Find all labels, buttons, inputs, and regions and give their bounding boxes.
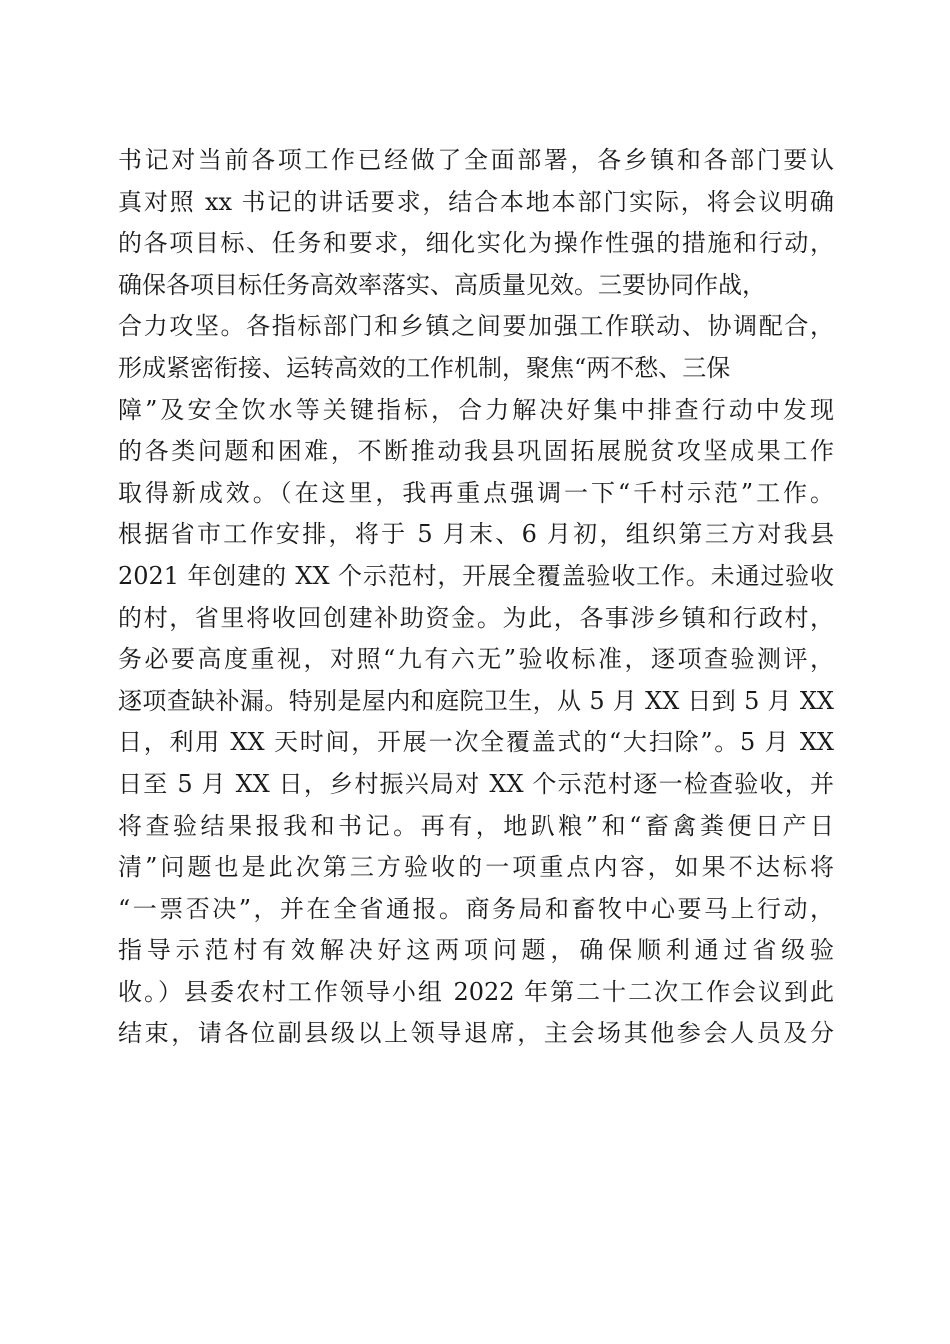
body-paragraph	[118, 140, 834, 1055]
paragraph-line: 指导示范村有效解决好这两项问题，确保顺利通过省级验	[118, 936, 834, 965]
paragraph-line: 确保各项目标任务高效率落实、高质量见效。三要协同作战，	[118, 270, 766, 299]
paragraph-line: 的各项目标、任务和要求，细化实化为操作性强的措施和行动，	[118, 229, 834, 258]
paragraph-line: 2021 年创建的 XX 个示范村，开展全覆盖验收工作。未通过验收	[118, 561, 834, 590]
paragraph-line: 的村，省里将收回创建补助资金。为此，各事涉乡镇和行政村，	[118, 603, 834, 632]
paragraph-line: 逐项查缺补漏。特别是屋内和庭院卫生，从 5 月 XX 日到 5 月 XX	[118, 686, 834, 715]
paragraph-line: 真对照 xx 书记的讲话要求，结合本地本部门实际，将会议明确	[118, 187, 834, 216]
paragraph-line: 收。）县委农村工作领导小组 2022 年第二十二次工作会议到此	[118, 977, 834, 1006]
paragraph-line: 书记对当前各项工作已经做了全面部署，各乡镇和各部门要认	[118, 146, 834, 174]
paragraph-line: 取得新成效。（在这里，我再重点强调一下“千村示范”工作。	[118, 478, 834, 507]
paragraph-line: 日，利用 XX 天时间，开展一次全覆盖式的“大扫除”。5 月 XX	[118, 728, 834, 757]
paragraph-line: 形成紧密衔接、运转高效的工作机制，聚焦“两不愁、三保	[118, 353, 731, 382]
paragraph-line: 障”及安全饮水等关键指标，合力解决好集中排查行动中发现	[118, 395, 834, 424]
paragraph-line: 根据省市工作安排，将于 5 月末、6 月初，组织第三方对我县	[118, 520, 834, 549]
paragraph-line: 合力攻坚。各指标部门和乡镇之间要加强工作联动、协调配合，	[118, 312, 834, 341]
paragraph-line: 的各类问题和困难，不断推动我县巩固拓展脱贫攻坚成果工作	[118, 437, 834, 466]
paragraph-line: “一票否决”，并在全省通报。商务局和畜牧中心要马上行动，	[118, 894, 834, 923]
paragraph-line: 清”问题也是此次第三方验收的一项重点内容，如果不达标将	[118, 853, 834, 882]
paragraph-line: 将查验结果报我和书记。再有，地趴粮”和“畜禽粪便日产日	[118, 811, 834, 840]
paragraph-line: 日至 5 月 XX 日，乡村振兴局对 XX 个示范村逐一检查验收，并	[118, 769, 834, 798]
paragraph-line: 务必要高度重视，对照“九有六无”验收标准，逐项查验测评，	[118, 645, 834, 674]
paragraph-line: 结束，请各位副县级以上领导退席，主会场其他参会人员及分	[118, 1019, 834, 1048]
